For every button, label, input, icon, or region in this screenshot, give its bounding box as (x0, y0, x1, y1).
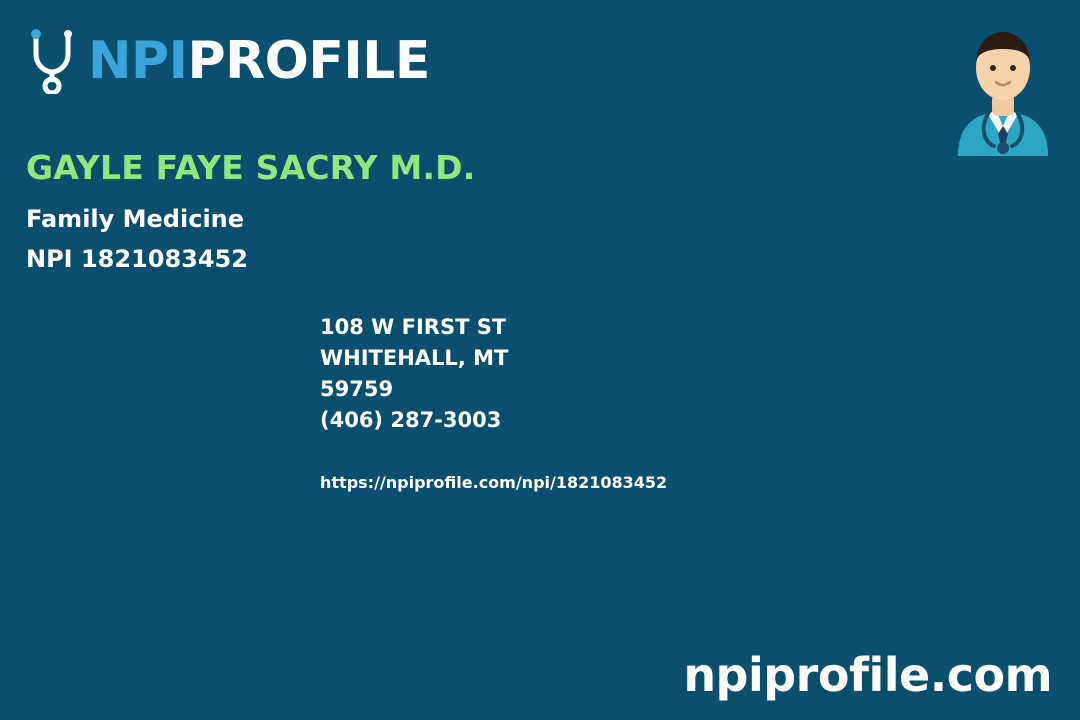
provider-specialty: Family Medicine (26, 205, 245, 233)
stethoscope-icon (26, 28, 78, 94)
brand-npi: NPI (88, 31, 188, 91)
address-line: 108 W FIRST ST (320, 315, 507, 339)
brand-profile: PROFILE (187, 31, 430, 91)
doctor-avatar-icon (948, 16, 1058, 156)
footer-site-name: npiprofile.com (683, 648, 1052, 702)
profile-url[interactable]: https://npiprofile.com/npi/1821083452 (320, 473, 668, 492)
provider-npi-number: NPI 1821083452 (26, 245, 248, 273)
provider-name: GAYLE FAYE SACRY M.D. (26, 148, 476, 187)
address-line: WHITEHALL, MT (320, 346, 509, 370)
address-line: 59759 (320, 377, 394, 401)
brand-text (88, 31, 430, 91)
address-block (320, 312, 508, 436)
site-logo (26, 28, 430, 94)
phone-number: (406) 287-3003 (320, 408, 502, 432)
